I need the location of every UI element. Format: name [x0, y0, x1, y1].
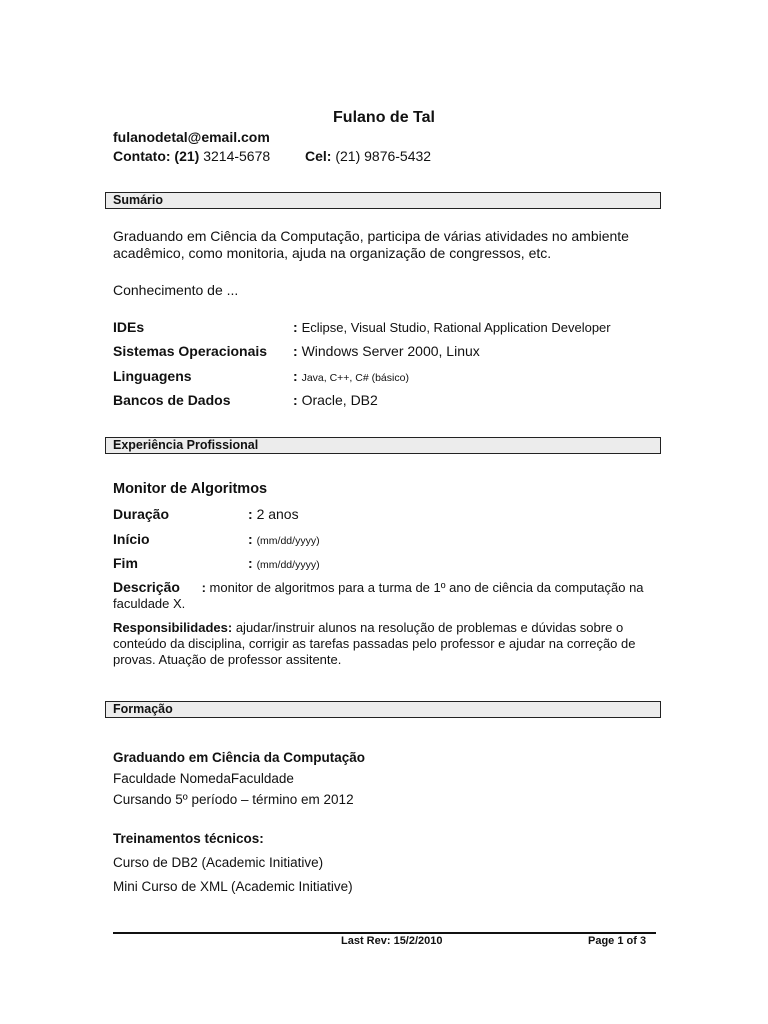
skill-label-os: Sistemas Operacionais [113, 343, 268, 359]
responsibilities-text: ajudar/instruir alunos na resolução de problemas e dúvidas sobre o conteúdo da disciplina, corrigir as tarefas passadas pelo professor e ajudar na correção de provas. Atuação de professor assitente. [113, 620, 636, 667]
job-title: Monitor de Algoritmos [113, 481, 268, 497]
skill-label-languages: Linguagens [113, 368, 192, 384]
field-label-start: Início [113, 531, 150, 547]
skill-value-databases: : Oracle, DB2 [293, 392, 378, 408]
training-item-db2: Curso de DB2 (Academic Initiative) [113, 855, 324, 870]
section-summary-header: Sumário [105, 192, 661, 209]
description-label: Descrição [113, 579, 180, 595]
skill-value-os: : Windows Server 2000, Linux [293, 343, 480, 359]
description-text: monitor de algoritmos para a turma de 1º ano de ciência da computação na faculdade X. [113, 580, 644, 611]
section-experience-header: Experiência Profissional [105, 437, 661, 454]
summary-paragraph: Graduando em Ciência da Computação, participa de várias atividades no ambiente acadêmico, como monitoria, ajuda na organização de congressos, etc. [113, 228, 629, 261]
footer-last-rev: Last Rev: 15/2/2010 [341, 935, 443, 947]
footer-page-number: Page 1 of 3 [588, 935, 647, 947]
skill-value-ides: : Eclipse, Visual Studio, Rational Application Developer [293, 319, 611, 335]
skill-label-databases: Bancos de Dados [113, 392, 231, 408]
cel-label: Cel: [305, 148, 332, 164]
contact-line [113, 148, 270, 164]
degree-status: Cursando 5º período – término em 2012 [113, 792, 354, 807]
field-value-duration: : 2 anos [248, 506, 299, 522]
training-item-xml: Mini Curso de XML (Academic Initiative) [113, 879, 353, 894]
contact-number: 3214-5678 [203, 148, 271, 164]
section-education-header: Formação [105, 701, 661, 718]
job-description: Descrição : monitor de algoritmos para a turma de 1º ano de ciência da computação na faculdade X. [113, 579, 644, 611]
cel-number: (21) 9876-5432 [335, 148, 432, 164]
field-value-start: : (mm/dd/yyyy) [248, 531, 320, 547]
email-address: fulanodetal@email.com [113, 129, 270, 145]
school-name: Faculdade NomedaFaculdade [113, 771, 294, 786]
footer-divider [113, 932, 656, 934]
degree-title: Graduando em Ciência da Computação [113, 750, 366, 765]
contact-label: Contato: (21) [113, 148, 200, 164]
trainings-title: Treinamentos técnicos: [113, 831, 264, 846]
knowledge-intro: Conhecimento de ... [113, 282, 239, 298]
cel-line [305, 148, 431, 164]
skill-value-languages: : Java, C++, C# (básico) [293, 368, 409, 384]
job-responsibilities [113, 620, 663, 668]
field-value-end: : (mm/dd/yyyy) [248, 555, 320, 571]
field-label-end: Fim [113, 555, 138, 571]
field-label-duration: Duração [113, 506, 170, 522]
resume-name: Fulano de Tal [333, 109, 435, 126]
responsibilities-label: Responsibilidades: [113, 620, 233, 635]
skill-label-ides: IDEs [113, 319, 145, 335]
